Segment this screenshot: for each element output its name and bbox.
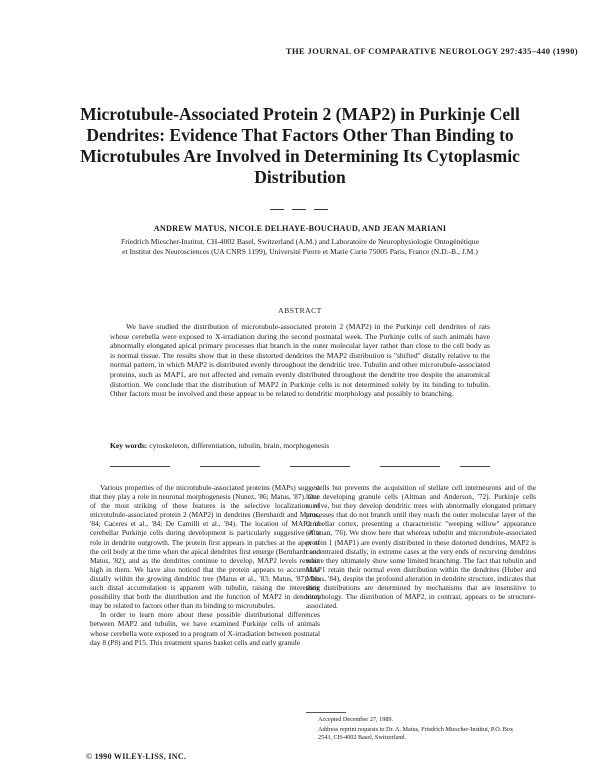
- keywords: [110, 441, 490, 450]
- accepted-date: Accepted December 27, 1989.: [318, 716, 394, 723]
- body-paragraph: cells but prevents the acquisition of stellate cell interneurons and of the later developing granule cells (Altman and Anderson, '72). Purkinje cells survive, but they develop dendritic trees with abnormally elongated primary processes that do not branch until they reach the outer molecular layer of the cerebellar cortex, presenting a characteristic "weeping willow" appearance (Altman, '76). We show here that whereas tubulin and microtubule-associated protein 1 (MAP1) are evenly distributed in these distorted dendrites, MAP2 is concentrated distally, in extreme cases at the very ends of recurving dendrites where they ultimately show some limited branching. The fact that tubulin and MAP1 retain their normal even distribution within the dendrites (Huber and Matus, '84), despite the profound alteration in dendrite structure, indicates that their distributions are determined by mechanisms that are insensitive to morphology. The distribution of MAP2, in contrast, appears to be structure-associated.: [306, 483, 536, 611]
- copyright-notice: © 1990 WILEY-LISS, INC.: [86, 752, 187, 761]
- body-column-right: [306, 483, 536, 610]
- keywords-label: Key words:: [110, 441, 148, 450]
- section-divider: [110, 466, 170, 467]
- section-divider: [460, 466, 490, 467]
- footnote-rule: [306, 712, 346, 713]
- article-title: Microtubule-Associated Protein 2 (MAP2) in Purkinje Cell Dendrites: Evidence That Factors Other Than Binding to Microtubules Are Involved in Determining Its Cytoplasmic Distribution: [80, 104, 520, 187]
- title-separator: [270, 209, 284, 210]
- body-paragraph: In order to learn more about these possible distributional differences between MAP2 and tubulin, we have examined Purkinje cells of animals whose cerebella were exposed to a program of X-irradiation between postnatal day 8 (P8) and P15. This treatment spares basket cells and early granule: [90, 610, 320, 647]
- section-divider: [380, 466, 440, 467]
- running-header: THE JOURNAL OF COMPARATIVE NEUROLOGY 297:435–440 (1990): [285, 46, 578, 56]
- title-separator: [292, 209, 306, 210]
- keywords-list: cytoskeleton, differentiation, tubulin, brain, morphogenesis: [149, 441, 330, 450]
- footnotes: [318, 716, 528, 744]
- affiliation: Friedrich Miescher-Institut, CH-4002 Basel, Switzerland (A.M.) and Laboratoire de Neurophysiologie Ontogénétique et Institut des Neurosciences (UA CNRS 1199), Université Pierre et Marie Curie 75005 Paris, France (N.D.-B., J.M.): [121, 237, 479, 257]
- body-paragraph: Various properties of the microtubule-associated proteins (MAPs) suggest that they play a role in neuronal morphogenesis (Nunez, '86; Matus, '87). One of the most striking of these features is the selective localization of microtubule-associated protein 2 (MAP2) in dendrites (Bernhardt and Matus, '84; Caceres et al., '84; De Camilli et al., '84). The location of MAP2 in cerebellar Purkinje cells during development is particularly suggestive of a role in dendrite outgrowth. The protein first appears in patches at the apex of the cell body at the time when the apical dendrites first emerge (Bernhardt and Matus, '82), and as the dendrites continue to develop, MAP2 levels remain high in them. We have also noticed that the protein appears to accumulate distally within the growing dendritic tree (Matus et al., '83; Matus, '87). No such distal accumulation is apparent with tubulin, raising the interesting possibility that both the distribution and the function of MAP2 in dendrites may be related to factors other than its binding to microtubules.: [90, 483, 320, 611]
- abstract-text: We have studied the distribution of microtubule-associated protein 2 (MAP2) in the Purkinje cell dendrites of rats whose cerebella were exposed to X-irradiation during the second postnatal week. The Purkinje cells of such animals have abnormally elongated apical primary processes that branch in the outer molecular layer rather than close to the cell body as is normal tissue. The results show that in these distorted dendrites the MAP2 distribution is "shifted" distally relative to the normal pattern, in which MAP2 is distributed evenly throughout the dendritic tree. Tubulin and other microtubule-associated proteins, such as MAP1, are not affected and remain evenly distributed throughout the dendrite tree despite the anatomical distortion. We conclude that the distribution of MAP2 in Purkinje cells is not determined solely by its binding to tubulin. Other factors must be involved and these appear to be related to dendritic morphology and possibly to branching.: [110, 322, 490, 399]
- author-list: ANDREW MATUS, NICOLE DELHAYE-BOUCHAUD, AND JEAN MARIANI: [153, 224, 447, 233]
- body-column-left: [90, 483, 320, 647]
- section-divider: [290, 466, 350, 467]
- title-separator: [314, 209, 328, 210]
- section-divider: [200, 466, 260, 467]
- abstract-heading: ABSTRACT: [278, 306, 322, 315]
- reprint-address: Address reprint requests to Dr. A. Matus, Friedrich Miescher-Institut, P.O. Box 2543, CH-4002 Basel, Switzerland.: [318, 726, 514, 741]
